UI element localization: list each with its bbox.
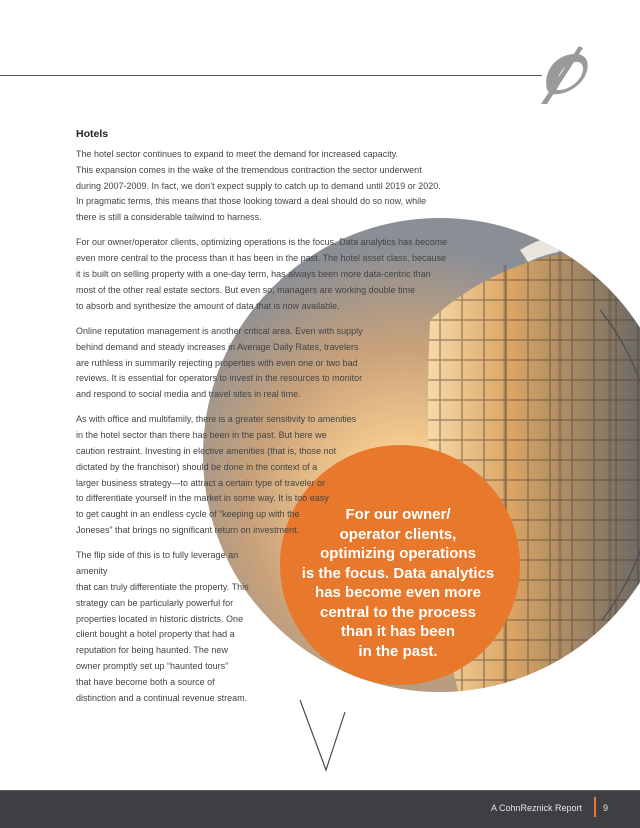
footer-divider: [0, 790, 640, 791]
page-number: 9: [603, 803, 609, 813]
paragraph-5: The flip side of this is to fully leverage an amenity that can truly differentiate the property. This strategy can be particularly powerful for properties located in historic districts. One client bought a hotel property that had a reputation for being haunted. The new owner promptly set up “haunted tours” that have become both a source of distinction and a continual revenue stream.: [76, 550, 249, 703]
section-heading: Hotels: [76, 128, 109, 140]
paragraph-1: The hotel sector continues to expand to meet the demand for increased capacity. This expansion comes in the wake of the tremendous contraction the sector underwent during 2007-2009. In fact, we don’t expect supply to catch up to demand until 2019 or 2020. In pragmatic terms, this means that those looking toward a deal should do so now, while there is still a considerable tailwind to harness.: [76, 149, 441, 223]
pull-quote: For our owner/ operator clients, optimizing operations is the focus. Data analytics has become even more central to the process than it has been in the past.: [301, 506, 495, 660]
paragraph-2: For our owner/operator clients, optimizing operations is the focus. Data analytics has become even more central to the process than it has been in the past. The hotel asset class, because it is built on selling property with a one-day term, has always been more data-centric than most of the other real estate sectors. But even so, managers are working double time to absorb and synthesize the amount of data that is now available.: [76, 237, 448, 311]
paragraph-3: Online reputation management is another critical area. Even with supply behind demand and steady increases in Average Daily Rates, travelers are ruthless in summarily rejecting properties with even one or two bad reviews. It is essential for operators to invest in the resources to monitor and respond to social media and travel sites in real time.: [76, 325, 363, 400]
footer-separator: [594, 797, 596, 817]
report-label: A CohnReznick Report: [490, 803, 582, 813]
paragraph-4: As with office and multifamily, there is a greater sensitivity to amenities in the hotel sector than there has been in the past. But here we caution restraint. Investing in elective amenities (that is, those not dictated by the franchisor) should be done in the context of a larger business strategy—to attract a certain type of traveler or to differentiate yourself in the market in some way. It is too easy to get caught in an endless cycle of “keeping up with the Joneses” that brings no significant return on investment.: [76, 414, 357, 536]
